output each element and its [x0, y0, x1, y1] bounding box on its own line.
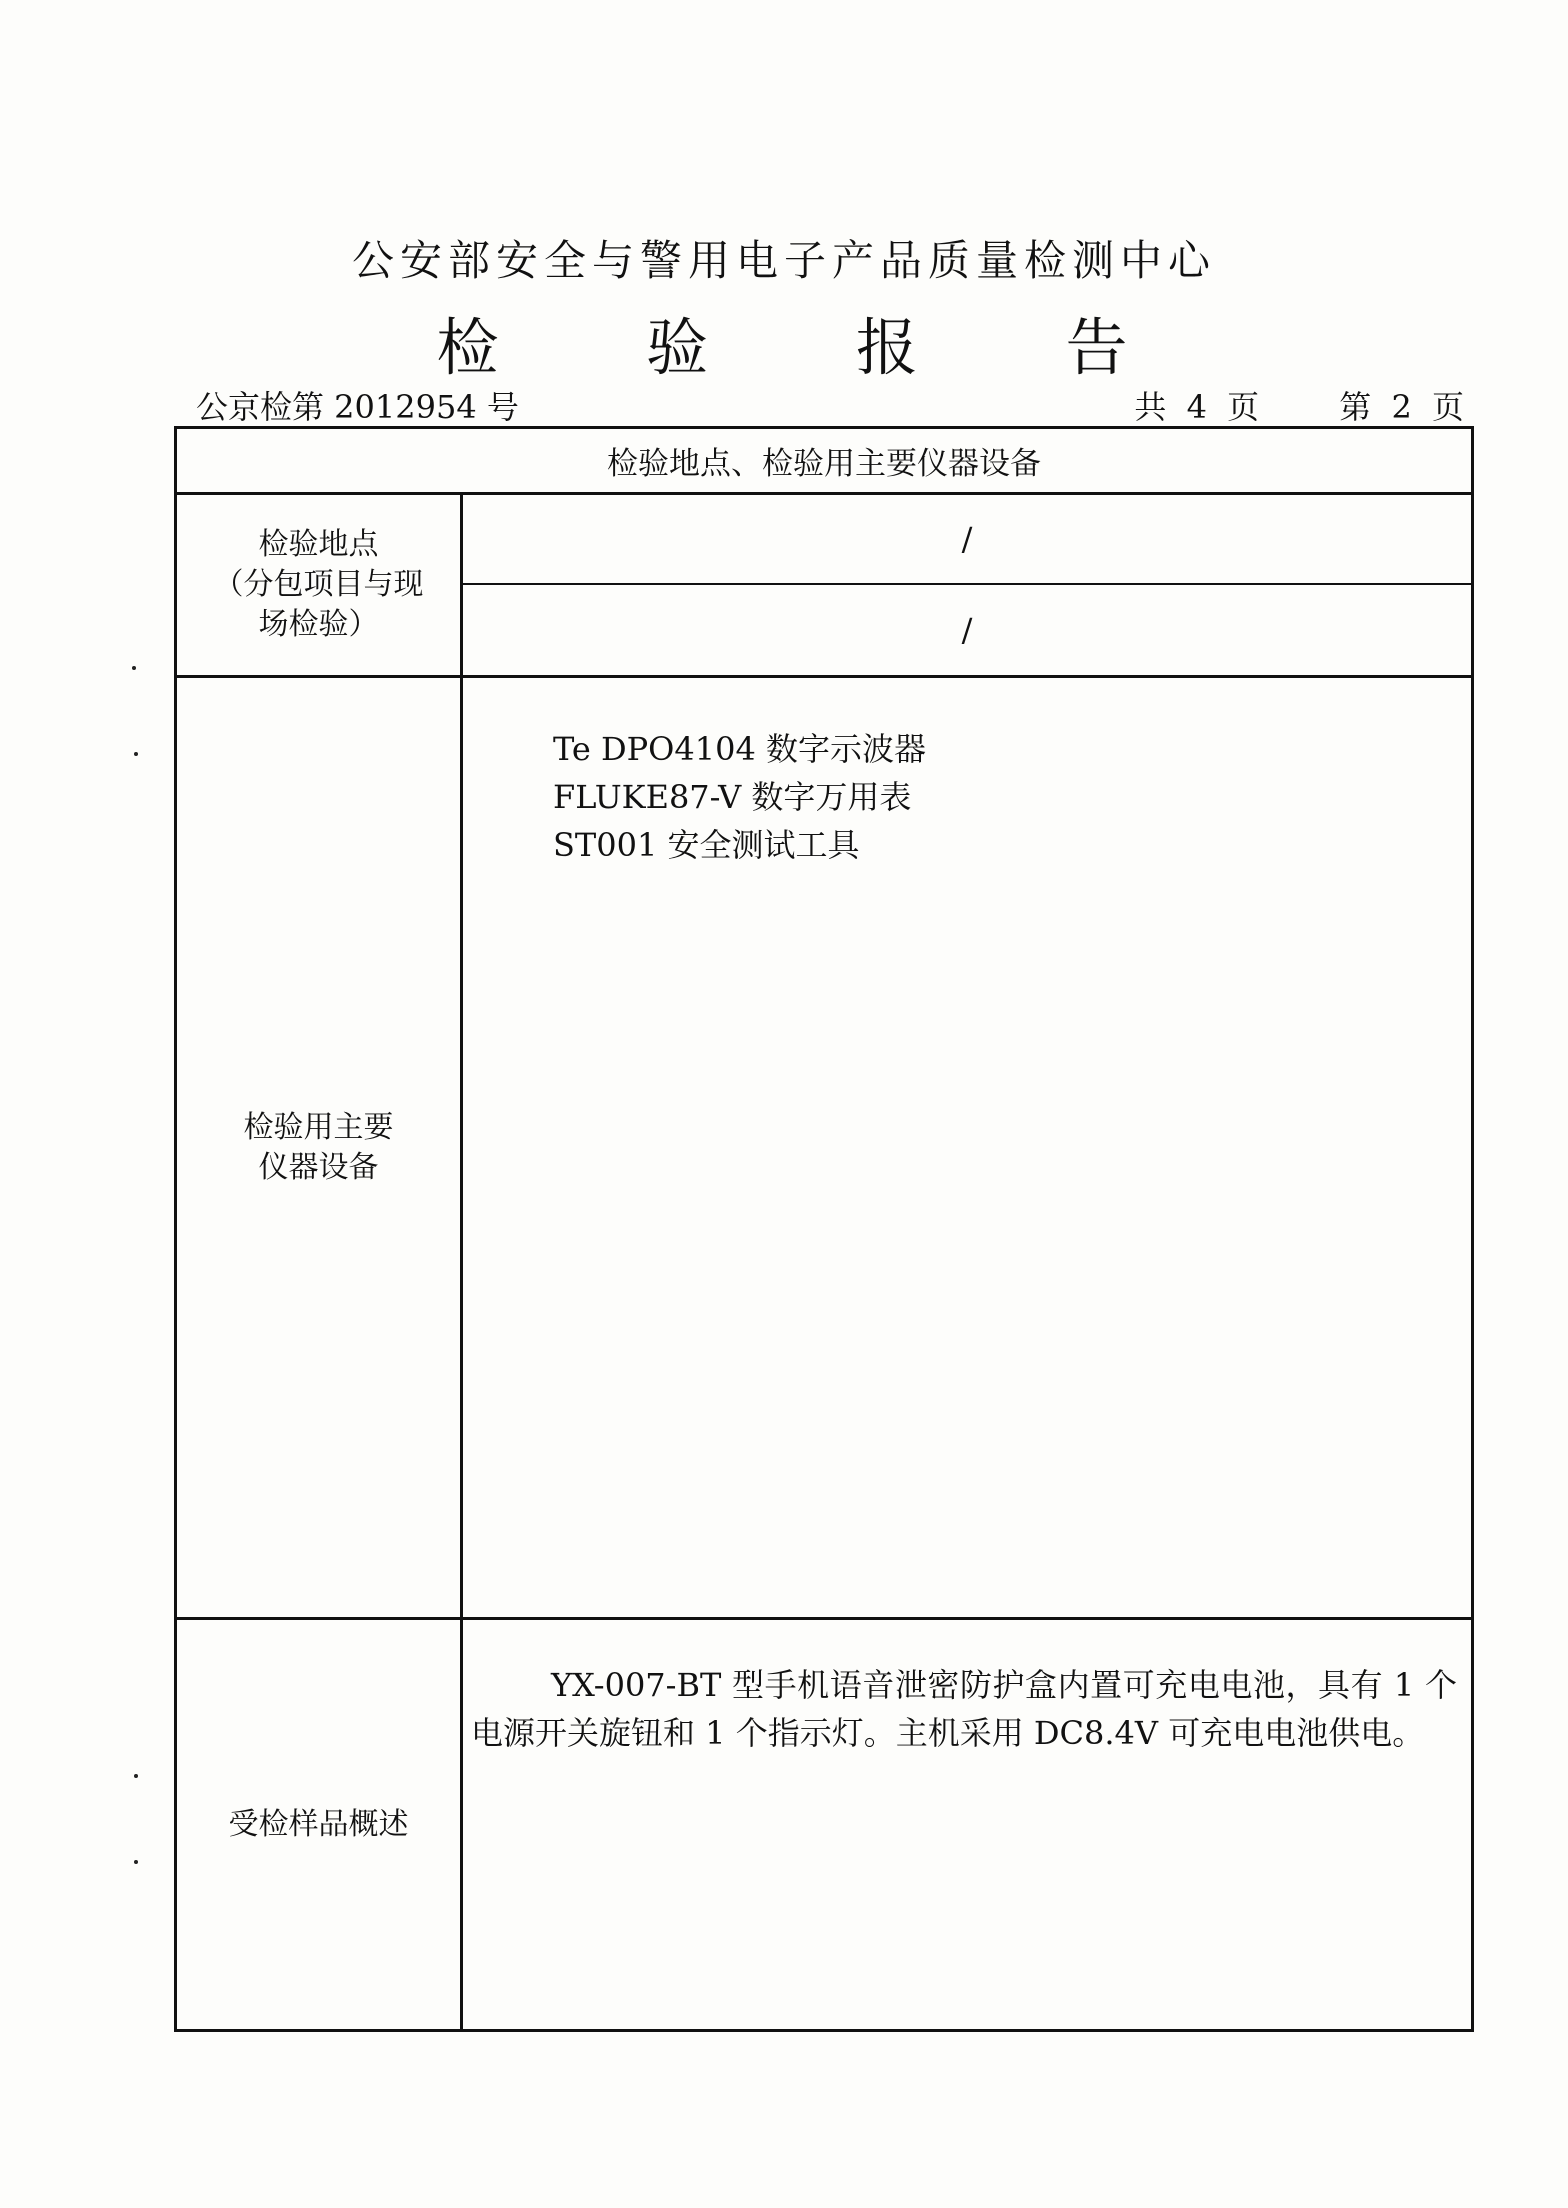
equipment-item: FLUKE87-V 数字万用表: [553, 778, 912, 816]
equipment-label: [177, 678, 463, 1617]
equipment-item: ST001 安全测试工具: [553, 826, 860, 864]
location-value-1: /: [961, 520, 973, 558]
equipment-list: [553, 725, 926, 869]
scan-mark: [134, 1774, 138, 1778]
equipment-label-line2: 仪器设备: [258, 1149, 379, 1185]
sample-label: 受检样品概述: [177, 1620, 463, 2029]
report-title: 检 验 报 告: [436, 311, 1192, 384]
location-label-line3: 场检验）: [258, 607, 379, 642]
scan-mark: [134, 1860, 138, 1864]
inspection-form-table: [174, 426, 1474, 2032]
page-info: [1124, 382, 1464, 428]
location-label-line1: 检验地点: [258, 527, 379, 562]
equipment-label-line1: 检验用主要: [243, 1109, 394, 1145]
sample-description: YX-007-BT 型手机语音泄密防护盒内置可充电电池，具有 1 个电源开关旋钮和 1 个指示灯。主机采用 DC8.4V 可充电电池供电。: [471, 1666, 1457, 1752]
scan-mark: [134, 752, 138, 756]
equipment-item: Te DPO4104 数字示波器: [553, 730, 927, 768]
report-number: 公京检第 2012954 号: [196, 388, 519, 426]
organization-name: 公安部安全与警用电子产品质量检测中心: [351, 236, 1216, 285]
total-pages: 共 4 页: [1134, 388, 1260, 426]
section-title: 检验地点、检验用主要仪器设备: [177, 429, 1471, 495]
location-label: [177, 495, 463, 675]
page-number: 第 2 页: [1339, 388, 1464, 426]
scan-mark: [132, 666, 136, 670]
location-value-2: /: [961, 611, 973, 649]
location-label-line2: （分包项目与现: [213, 567, 424, 602]
